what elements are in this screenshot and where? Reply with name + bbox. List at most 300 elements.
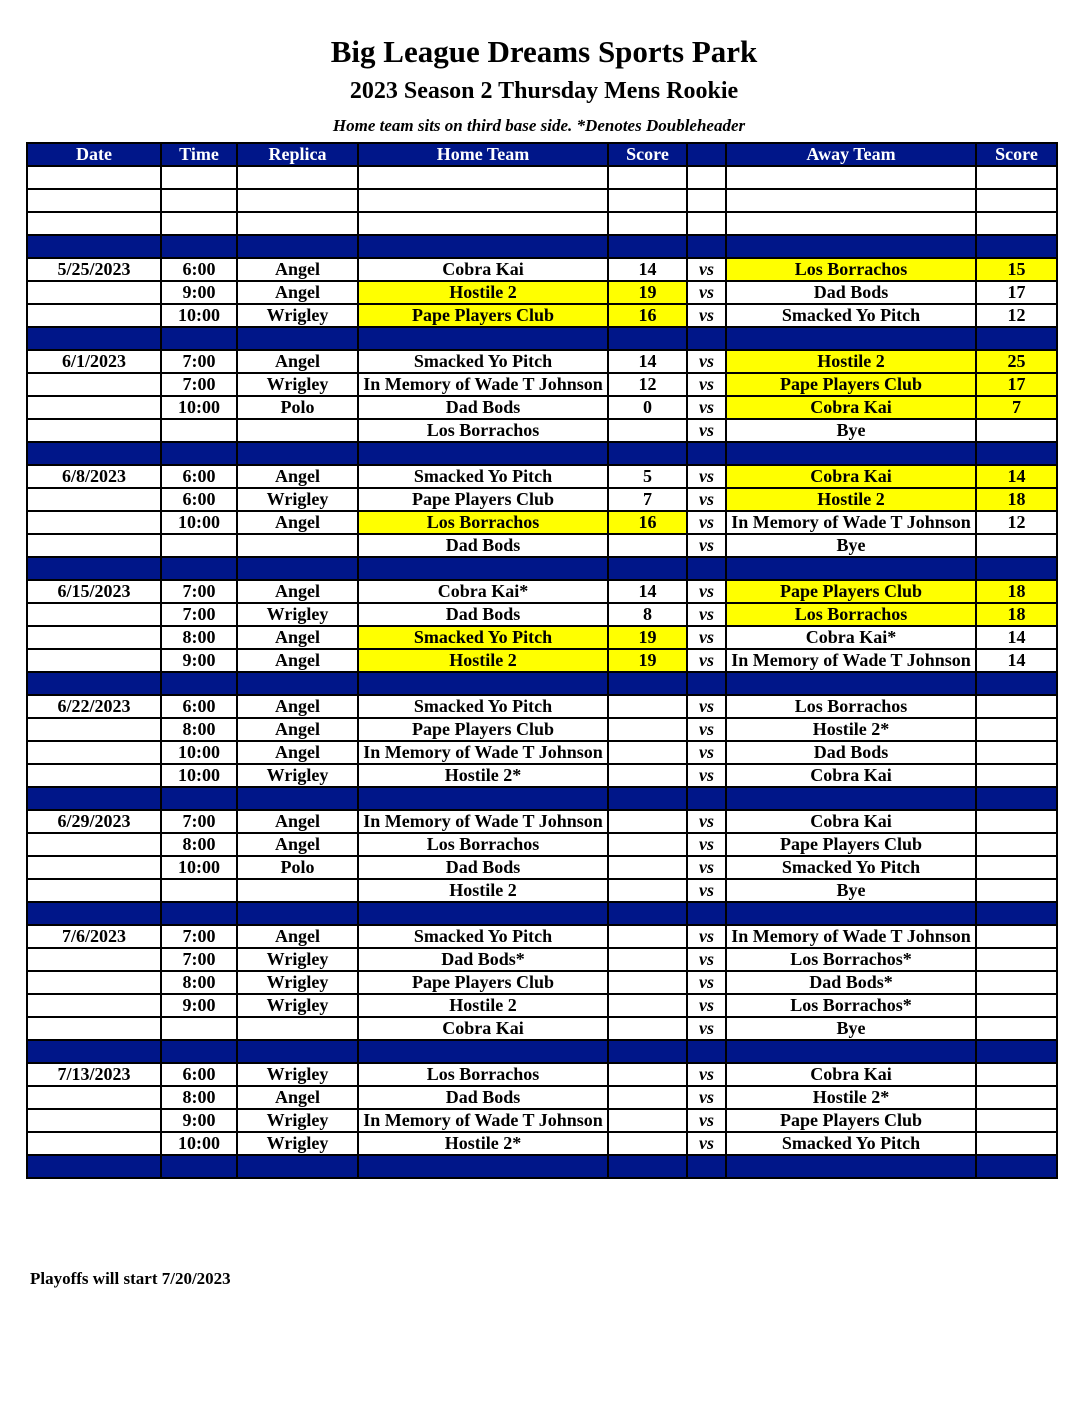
time-cell: 9:00	[161, 1109, 237, 1132]
replica-cell: Wrigley	[237, 488, 358, 511]
home-team-cell: Pape Players Club	[358, 488, 608, 511]
away-team-cell: In Memory of Wade T Johnson	[726, 511, 976, 534]
date-cell	[27, 856, 161, 879]
time-cell	[161, 534, 237, 557]
date-cell: 6/15/2023	[27, 580, 161, 603]
vs-cell: vs	[687, 971, 726, 994]
time-cell: 7:00	[161, 580, 237, 603]
home-score-cell	[608, 695, 687, 718]
vs-cell: vs	[687, 1132, 726, 1155]
home-score-cell	[608, 1132, 687, 1155]
home-score-cell	[608, 1086, 687, 1109]
blank-row	[27, 189, 1057, 212]
date-cell: 6/22/2023	[27, 695, 161, 718]
game-row	[27, 373, 1057, 396]
home-score-cell: 5	[608, 465, 687, 488]
away-team-cell: Smacked Yo Pitch	[726, 304, 976, 327]
week-separator-row	[27, 902, 1057, 925]
doubleheader-note: Home team sits on third base side. *Denotes Doubleheader	[332, 116, 746, 135]
time-cell: 6:00	[161, 488, 237, 511]
away-team-cell: Cobra Kai	[726, 465, 976, 488]
away-score-cell	[976, 971, 1057, 994]
vs-cell: vs	[687, 948, 726, 971]
date-cell	[27, 419, 161, 442]
away-score-cell	[976, 925, 1057, 948]
home-team-cell: Smacked Yo Pitch	[358, 350, 608, 373]
game-row	[27, 1132, 1057, 1155]
away-team-cell: Los Borrachos	[726, 603, 976, 626]
date-cell	[27, 304, 161, 327]
away-team-cell: Los Borrachos*	[726, 948, 976, 971]
home-team-cell: Hostile 2	[358, 994, 608, 1017]
home-team-cell: Dad Bods	[358, 1086, 608, 1109]
game-row	[27, 580, 1057, 603]
home-score-cell: 8	[608, 603, 687, 626]
game-row	[27, 1063, 1057, 1086]
home-score-cell: 16	[608, 304, 687, 327]
week-separator-row	[27, 557, 1057, 580]
vs-cell: vs	[687, 1086, 726, 1109]
home-score-cell: 19	[608, 281, 687, 304]
home-score-cell: 19	[608, 626, 687, 649]
replica-cell: Angel	[237, 833, 358, 856]
home-team-cell: Hostile 2*	[358, 764, 608, 787]
away-score-cell: 17	[976, 373, 1057, 396]
away-team-cell: Bye	[726, 1017, 976, 1040]
home-score-cell	[608, 718, 687, 741]
time-cell	[161, 879, 237, 902]
date-cell	[27, 718, 161, 741]
home-score-cell: 14	[608, 258, 687, 281]
vs-cell: vs	[687, 350, 726, 373]
vs-cell: vs	[687, 488, 726, 511]
home-team-cell: Pape Players Club	[358, 971, 608, 994]
date-cell	[27, 948, 161, 971]
game-row	[27, 488, 1057, 511]
time-cell: 7:00	[161, 810, 237, 833]
away-team-cell: Los Borrachos	[726, 695, 976, 718]
vs-cell: vs	[687, 879, 726, 902]
week-separator-row	[27, 1155, 1057, 1178]
time-cell: 6:00	[161, 695, 237, 718]
home-score-cell: 14	[608, 350, 687, 373]
away-team-cell: Cobra Kai	[726, 764, 976, 787]
date-cell	[27, 833, 161, 856]
col-header-replica: Replica	[237, 143, 358, 166]
home-score-cell	[608, 810, 687, 833]
vs-cell: vs	[687, 764, 726, 787]
vs-cell: vs	[687, 925, 726, 948]
col-header-date: Date	[27, 143, 161, 166]
time-cell: 8:00	[161, 718, 237, 741]
time-cell: 10:00	[161, 396, 237, 419]
home-team-cell: Pape Players Club	[358, 304, 608, 327]
game-row	[27, 879, 1057, 902]
away-score-cell: 25	[976, 350, 1057, 373]
time-cell: 7:00	[161, 603, 237, 626]
date-cell	[27, 488, 161, 511]
away-score-cell	[976, 695, 1057, 718]
home-team-cell: Dad Bods	[358, 603, 608, 626]
home-score-cell	[608, 1109, 687, 1132]
vs-cell: vs	[687, 1017, 726, 1040]
home-team-cell: Los Borrachos	[358, 511, 608, 534]
game-row	[27, 810, 1057, 833]
away-score-cell: 15	[976, 258, 1057, 281]
week-separator-row	[27, 672, 1057, 695]
home-team-cell: Dad Bods*	[358, 948, 608, 971]
home-score-cell	[608, 925, 687, 948]
vs-cell: vs	[687, 718, 726, 741]
home-team-cell: Hostile 2	[358, 649, 608, 672]
home-team-cell: Dad Bods	[358, 396, 608, 419]
replica-cell: Angel	[237, 281, 358, 304]
date-cell	[27, 373, 161, 396]
home-score-cell	[608, 741, 687, 764]
game-row	[27, 971, 1057, 994]
date-cell	[27, 1086, 161, 1109]
away-team-cell: Dad Bods	[726, 281, 976, 304]
away-score-cell	[976, 1086, 1057, 1109]
date-cell: 6/1/2023	[27, 350, 161, 373]
home-team-cell: Smacked Yo Pitch	[358, 465, 608, 488]
date-cell	[27, 1017, 161, 1040]
home-team-cell: Hostile 2	[358, 281, 608, 304]
game-row	[27, 603, 1057, 626]
date-cell	[27, 764, 161, 787]
vs-cell: vs	[687, 626, 726, 649]
vs-cell: vs	[687, 580, 726, 603]
col-header-vs	[687, 143, 726, 166]
replica-cell: Angel	[237, 258, 358, 281]
replica-cell: Wrigley	[237, 1063, 358, 1086]
date-cell	[27, 534, 161, 557]
time-cell: 7:00	[161, 373, 237, 396]
replica-cell: Wrigley	[237, 1132, 358, 1155]
date-cell	[27, 1132, 161, 1155]
replica-cell: Polo	[237, 856, 358, 879]
replica-cell: Wrigley	[237, 304, 358, 327]
home-team-cell: Los Borrachos	[358, 419, 608, 442]
home-team-cell: Cobra Kai*	[358, 580, 608, 603]
home-team-cell: Dad Bods	[358, 856, 608, 879]
time-cell: 6:00	[161, 258, 237, 281]
vs-cell: vs	[687, 1109, 726, 1132]
away-score-cell: 18	[976, 488, 1057, 511]
time-cell: 10:00	[161, 1132, 237, 1155]
vs-cell: vs	[687, 258, 726, 281]
date-cell	[27, 879, 161, 902]
time-cell: 7:00	[161, 948, 237, 971]
time-cell: 10:00	[161, 856, 237, 879]
replica-cell: Polo	[237, 396, 358, 419]
game-row	[27, 649, 1057, 672]
time-cell: 9:00	[161, 281, 237, 304]
vs-cell: vs	[687, 695, 726, 718]
away-score-cell: 14	[976, 626, 1057, 649]
game-row	[27, 1086, 1057, 1109]
game-row	[27, 741, 1057, 764]
replica-cell: Angel	[237, 695, 358, 718]
col-header-home-score: Score	[608, 143, 687, 166]
date-cell: 7/13/2023	[27, 1063, 161, 1086]
time-cell: 7:00	[161, 925, 237, 948]
replica-cell: Angel	[237, 810, 358, 833]
home-score-cell: 12	[608, 373, 687, 396]
replica-cell: Angel	[237, 741, 358, 764]
week-separator-row	[27, 235, 1057, 258]
time-cell: 9:00	[161, 649, 237, 672]
table-header-row	[27, 143, 1057, 166]
replica-cell: Angel	[237, 718, 358, 741]
away-team-cell: Pape Players Club	[726, 580, 976, 603]
away-score-cell: 7	[976, 396, 1057, 419]
vs-cell: vs	[687, 281, 726, 304]
home-score-cell	[608, 948, 687, 971]
home-team-cell: Smacked Yo Pitch	[358, 695, 608, 718]
away-team-cell: Pape Players Club	[726, 833, 976, 856]
replica-cell: Angel	[237, 580, 358, 603]
time-cell: 10:00	[161, 304, 237, 327]
vs-cell: vs	[687, 396, 726, 419]
home-team-cell: Hostile 2*	[358, 1132, 608, 1155]
home-score-cell: 19	[608, 649, 687, 672]
game-row	[27, 1017, 1057, 1040]
home-score-cell: 16	[608, 511, 687, 534]
game-row	[27, 396, 1057, 419]
date-cell	[27, 511, 161, 534]
away-score-cell: 12	[976, 304, 1057, 327]
away-score-cell: 14	[976, 465, 1057, 488]
home-team-cell: Smacked Yo Pitch	[358, 925, 608, 948]
home-score-cell	[608, 534, 687, 557]
game-row	[27, 258, 1057, 281]
away-team-cell: Cobra Kai*	[726, 626, 976, 649]
date-cell: 7/6/2023	[27, 925, 161, 948]
home-team-cell: Hostile 2	[358, 879, 608, 902]
replica-cell	[237, 419, 358, 442]
game-row	[27, 626, 1057, 649]
away-team-cell: Bye	[726, 879, 976, 902]
home-team-cell: Smacked Yo Pitch	[358, 626, 608, 649]
schedule-body	[27, 166, 1057, 1178]
date-cell	[27, 994, 161, 1017]
replica-cell: Wrigley	[237, 764, 358, 787]
home-team-cell: Los Borrachos	[358, 1063, 608, 1086]
col-header-away-score: Score	[976, 143, 1057, 166]
schedule-table	[26, 142, 1058, 1179]
home-score-cell: 7	[608, 488, 687, 511]
vs-cell: vs	[687, 741, 726, 764]
vs-cell: vs	[687, 304, 726, 327]
home-score-cell	[608, 1063, 687, 1086]
time-cell: 8:00	[161, 1086, 237, 1109]
vs-cell: vs	[687, 534, 726, 557]
away-score-cell	[976, 1132, 1057, 1155]
week-separator-row	[27, 787, 1057, 810]
away-score-cell	[976, 810, 1057, 833]
home-team-cell: In Memory of Wade T Johnson	[358, 1109, 608, 1132]
away-score-cell: 14	[976, 649, 1057, 672]
replica-cell: Wrigley	[237, 994, 358, 1017]
page-subtitle: 2023 Season 2 Thursday Mens Rookie	[349, 78, 739, 104]
col-header-time: Time	[161, 143, 237, 166]
date-cell	[27, 626, 161, 649]
away-score-cell	[976, 764, 1057, 787]
game-row	[27, 465, 1057, 488]
game-row	[27, 764, 1057, 787]
away-score-cell	[976, 534, 1057, 557]
replica-cell: Angel	[237, 465, 358, 488]
replica-cell: Angel	[237, 626, 358, 649]
vs-cell: vs	[687, 465, 726, 488]
away-score-cell	[976, 1109, 1057, 1132]
game-row	[27, 856, 1057, 879]
home-score-cell	[608, 419, 687, 442]
date-cell	[27, 649, 161, 672]
home-team-cell: In Memory of Wade T Johnson	[358, 741, 608, 764]
vs-cell: vs	[687, 810, 726, 833]
time-cell: 9:00	[161, 994, 237, 1017]
away-score-cell: 18	[976, 580, 1057, 603]
home-team-cell: In Memory of Wade T Johnson	[358, 373, 608, 396]
game-row	[27, 350, 1057, 373]
away-score-cell	[976, 1063, 1057, 1086]
game-row	[27, 695, 1057, 718]
replica-cell: Angel	[237, 649, 358, 672]
away-team-cell: Cobra Kai	[726, 1063, 976, 1086]
home-team-cell: Pape Players Club	[358, 718, 608, 741]
away-team-cell: Dad Bods	[726, 741, 976, 764]
replica-cell: Wrigley	[237, 1109, 358, 1132]
blank-row	[27, 166, 1057, 189]
game-row	[27, 534, 1057, 557]
away-team-cell: Dad Bods*	[726, 971, 976, 994]
away-team-cell: Pape Players Club	[726, 373, 976, 396]
replica-cell: Angel	[237, 1086, 358, 1109]
replica-cell: Wrigley	[237, 948, 358, 971]
home-team-cell: Cobra Kai	[358, 258, 608, 281]
vs-cell: vs	[687, 511, 726, 534]
home-score-cell: 0	[608, 396, 687, 419]
home-team-cell: Cobra Kai	[358, 1017, 608, 1040]
replica-cell: Wrigley	[237, 603, 358, 626]
away-team-cell: Hostile 2*	[726, 1086, 976, 1109]
date-cell: 6/8/2023	[27, 465, 161, 488]
away-team-cell: Cobra Kai	[726, 396, 976, 419]
time-cell: 8:00	[161, 971, 237, 994]
away-score-cell	[976, 994, 1057, 1017]
home-score-cell	[608, 879, 687, 902]
away-team-cell: Los Borrachos	[726, 258, 976, 281]
time-cell: 8:00	[161, 833, 237, 856]
date-cell	[27, 741, 161, 764]
away-score-cell	[976, 833, 1057, 856]
away-team-cell: Smacked Yo Pitch	[726, 856, 976, 879]
vs-cell: vs	[687, 1063, 726, 1086]
page-title: Big League Dreams Sports Park	[330, 34, 758, 69]
time-cell: 8:00	[161, 626, 237, 649]
replica-cell: Angel	[237, 511, 358, 534]
vs-cell: vs	[687, 603, 726, 626]
away-team-cell: Hostile 2	[726, 488, 976, 511]
home-score-cell	[608, 1017, 687, 1040]
week-separator-row	[27, 1040, 1057, 1063]
game-row	[27, 718, 1057, 741]
date-cell: 5/25/2023	[27, 258, 161, 281]
game-row	[27, 419, 1057, 442]
date-cell	[27, 603, 161, 626]
vs-cell: vs	[687, 419, 726, 442]
away-score-cell	[976, 948, 1057, 971]
time-cell	[161, 419, 237, 442]
game-row	[27, 281, 1057, 304]
col-header-home-team: Home Team	[358, 143, 608, 166]
home-score-cell	[608, 764, 687, 787]
away-score-cell	[976, 741, 1057, 764]
time-cell: 10:00	[161, 511, 237, 534]
game-row	[27, 948, 1057, 971]
home-score-cell: 14	[608, 580, 687, 603]
replica-cell	[237, 879, 358, 902]
away-team-cell: Bye	[726, 419, 976, 442]
game-row	[27, 833, 1057, 856]
home-score-cell	[608, 856, 687, 879]
home-team-cell: Los Borrachos	[358, 833, 608, 856]
away-score-cell	[976, 419, 1057, 442]
away-team-cell: Smacked Yo Pitch	[726, 1132, 976, 1155]
replica-cell: Wrigley	[237, 971, 358, 994]
away-score-cell: 18	[976, 603, 1057, 626]
home-score-cell	[608, 833, 687, 856]
vs-cell: vs	[687, 994, 726, 1017]
away-team-cell: In Memory of Wade T Johnson	[726, 925, 976, 948]
away-team-cell: Hostile 2*	[726, 718, 976, 741]
blank-row	[27, 212, 1057, 235]
time-cell: 10:00	[161, 741, 237, 764]
time-cell: 10:00	[161, 764, 237, 787]
replica-cell: Angel	[237, 350, 358, 373]
week-separator-row	[27, 442, 1057, 465]
date-cell	[27, 971, 161, 994]
home-score-cell	[608, 971, 687, 994]
time-cell: 6:00	[161, 465, 237, 488]
away-team-cell: Hostile 2	[726, 350, 976, 373]
game-row	[27, 994, 1057, 1017]
playoffs-note: Playoffs will start 7/20/2023	[30, 1269, 231, 1288]
col-header-away-team: Away Team	[726, 143, 976, 166]
away-score-cell: 12	[976, 511, 1057, 534]
vs-cell: vs	[687, 833, 726, 856]
away-team-cell: Cobra Kai	[726, 810, 976, 833]
game-row	[27, 925, 1057, 948]
date-cell	[27, 281, 161, 304]
away-team-cell: Bye	[726, 534, 976, 557]
away-score-cell	[976, 879, 1057, 902]
replica-cell: Wrigley	[237, 373, 358, 396]
time-cell: 6:00	[161, 1063, 237, 1086]
vs-cell: vs	[687, 373, 726, 396]
away-team-cell: Los Borrachos*	[726, 994, 976, 1017]
away-score-cell	[976, 718, 1057, 741]
away-score-cell	[976, 1017, 1057, 1040]
week-separator-row	[27, 327, 1057, 350]
home-team-cell: Dad Bods	[358, 534, 608, 557]
away-score-cell: 17	[976, 281, 1057, 304]
replica-cell	[237, 534, 358, 557]
date-cell	[27, 396, 161, 419]
away-team-cell: In Memory of Wade T Johnson	[726, 649, 976, 672]
